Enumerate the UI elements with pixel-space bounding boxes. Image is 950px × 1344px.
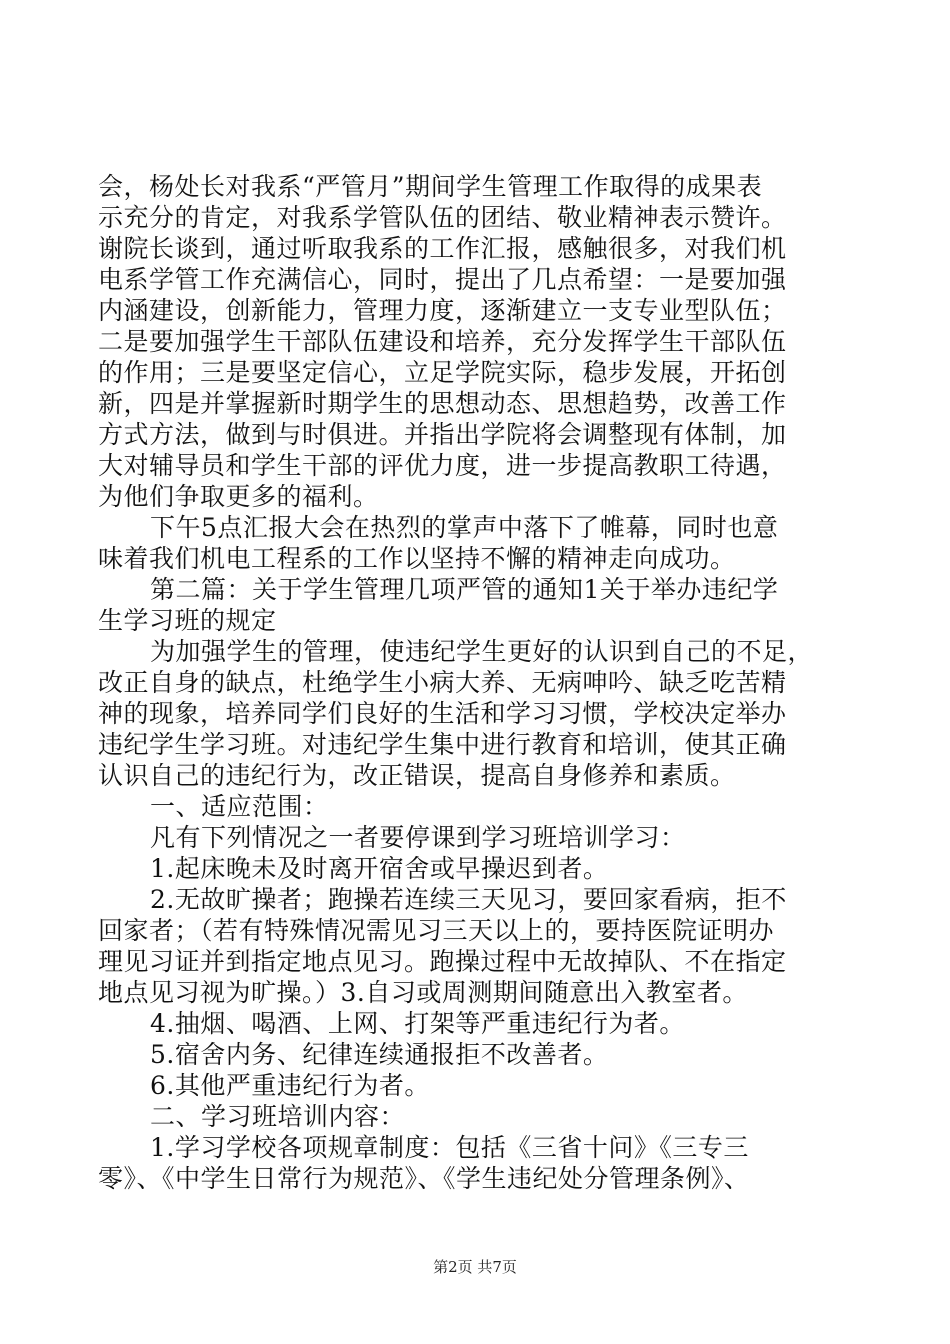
text-line: 二是要加强学生干部队伍建设和培养，充分发挥学生干部队伍 [98, 327, 787, 356]
text-line: 电系学管工作充满信心，同时，提出了几点希望：一是要加强 [98, 265, 787, 294]
text-line: 会，杨处长对我系“严管月”期间学生管理工作取得的成果表 [98, 172, 763, 201]
text-line: 示充分的肯定，对我系学管队伍的团结、敬业精神表示赞许。 [98, 203, 787, 232]
list-item: 1.起床晚未及时离开宿舍或早操迟到者。 [150, 854, 609, 883]
section-heading: 生学习班的规定 [98, 606, 277, 635]
text-line: 认识自己的违纪行为，改正错误，提高自身修养和素质。 [98, 761, 736, 790]
list-item: 1.学习学校各项规章制度：包括《三省十问》《三专三 [150, 1133, 749, 1162]
text-line: 方式方法，做到与时俱进。并指出学院将会调整现有体制，加 [98, 420, 787, 449]
text-line: 理见习证并到指定地点见习。跑操过程中无故掉队、不在指定 [98, 947, 787, 976]
text-line: 改正自身的缺点，杜绝学生小病大养、无病呻吟、缺乏吃苦精 [98, 668, 787, 697]
section-heading: 一、适应范围： [150, 792, 329, 821]
list-item: 5.宿舍内务、纪律连续通报拒不改善者。 [150, 1040, 609, 1069]
list-item: 4.抽烟、喝酒、上网、打架等严重违纪行为者。 [150, 1009, 685, 1038]
text-line: 回家者；（若有特殊情况需见习三天以上的，要持医院证明办 [98, 916, 775, 945]
text-line: 新，四是并掌握新时期学生的思想动态、思想趋势，改善工作 [98, 389, 787, 418]
text-line: 地点见习视为旷操。）3.自习或周测期间随意出入教室者。 [98, 978, 748, 1007]
page-number: 第2页 共7页 [433, 1258, 517, 1276]
list-item: 6.其他严重违纪行为者。 [150, 1071, 430, 1100]
section-heading: 二、学习班培训内容： [150, 1102, 406, 1131]
text-line: 神的现象，培养同学们良好的生活和学习习惯，学校决定举办 [98, 699, 787, 728]
text-line: 下午5点汇报大会在热烈的掌声中落下了帷幕，同时也意 [150, 513, 779, 542]
text-line: 为他们争取更多的福利。 [98, 482, 379, 511]
text-line: 的作用；三是要坚定信心，立足学院实际，稳步发展，开拓创 [98, 358, 787, 387]
text-line: 谢院长谈到，通过听取我系的工作汇报，感触很多，对我们机 [98, 234, 787, 263]
text-line: 凡有下列情况之一者要停课到学习班培训学习： [150, 823, 686, 852]
section-heading: 第二篇：关于学生管理几项严管的通知1关于举办违纪学 [150, 575, 779, 604]
list-item: 2.无故旷操者；跑操若连续三天见习，要回家看病，拒不 [150, 885, 787, 914]
text-line: 内涵建设，创新能力，管理力度，逐渐建立一支专业型队伍； [98, 296, 787, 325]
text-line: 大对辅导员和学生干部的评优力度，进一步提高教职工待遇， [98, 451, 787, 480]
text-line: 违纪学生学习班。对违纪学生集中进行教育和培训，使其正确 [98, 730, 787, 759]
text-line: 为加强学生的管理，使违纪学生更好的认识到自己的不足， [150, 637, 814, 666]
text-line: 味着我们机电工程系的工作以坚持不懈的精神走向成功。 [98, 544, 736, 573]
text-line: 零》、《中学生日常行为规范》、《学生违纪处分管理条例》、 [98, 1164, 750, 1193]
